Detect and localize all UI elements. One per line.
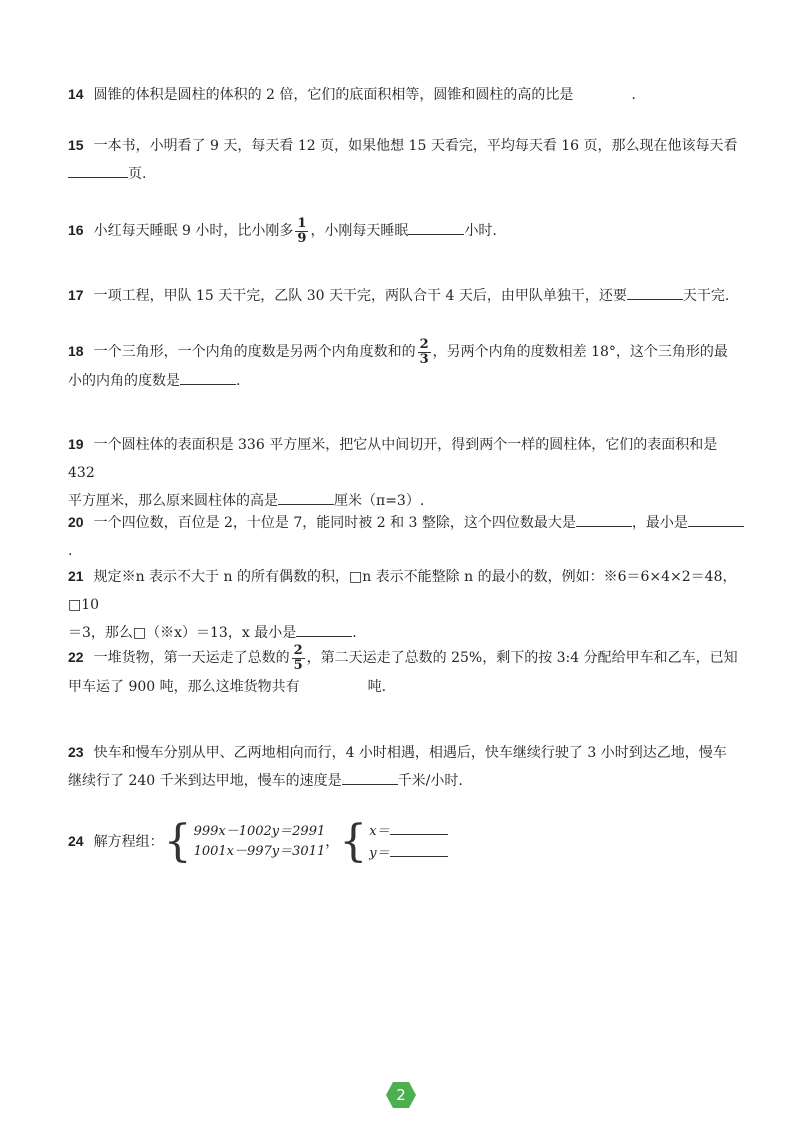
answer-blank[interactable]: [180, 368, 236, 385]
brace-icon: {: [163, 816, 192, 867]
q15: 15 一本书，小明看了 9 天，每天看 12 页，如果他想 15 天看完，平均每天看 16 页，那么现在他该每天看 页.: [68, 137, 738, 182]
q-number: 21: [68, 568, 84, 584]
q22: 22 一堆货物，第一天运走了总数的 $\frac{2}{5}$ ，第二天运走了总数的 25%，剩下的按 3:4 分配给甲车和乙车，已知 甲车运了 900 吨，那么这堆货物共有 吨.: [68, 642, 738, 695]
q-number: 17: [68, 287, 84, 303]
answer-blank-x[interactable]: [390, 820, 448, 835]
page-number-badge: [385, 1081, 417, 1109]
equation-1: 999x－1002y＝2991: [193, 824, 326, 839]
q20: 20 一个四位数，百位是 2，十位是 7，能同时被 2 和 3 整除，这个四位数最大是 ，最小是.: [68, 508, 748, 565]
q-number: 16: [68, 222, 84, 238]
q-number: 20: [68, 514, 84, 530]
q14: 14 圆锥的体积是圆柱的体积的 2 倍，它们的底面积相等，圆锥和圆柱的高的比是 .: [68, 80, 748, 109]
q-number: 23: [68, 744, 84, 760]
answer-blank[interactable]: [278, 488, 334, 505]
q21: 21 规定※n 表示不大于 n 的所有偶数的积，□n 表示不能整除 n 的最小的数，例如：※6＝6×4×2＝48，□10 ＝3，那么□（※x）＝13，x 最小是 .: [68, 568, 737, 641]
q17: 17 一项工程，甲队 15 天干完，乙队 30 天干完，两队合干 4 天后，由甲队单独干，还要 天干完.: [68, 281, 748, 310]
fraction: $\frac{2}{5}$: [293, 642, 303, 673]
answer-blank[interactable]: [68, 161, 128, 178]
answer-blank[interactable]: [342, 768, 398, 785]
answer-blank[interactable]: [296, 620, 352, 637]
answer-system: { x＝ y＝: [339, 820, 447, 864]
q-number: 19: [68, 436, 84, 452]
equation-2: 1001x－997y＝3011: [193, 844, 326, 859]
q23: 23 快车和慢车分别从甲、乙两地相向而行，4 小时相遇，相遇后，快车继续行驶了 3 小时到达乙地，慢车 继续行了 240 千米到达甲地，慢车的速度是 千米/小时.: [68, 744, 727, 789]
q-number: 24: [68, 833, 84, 849]
answer-blank[interactable]: [408, 218, 464, 235]
q18: 18 一个三角形，一个内角的度数是另两个内角度数和的 $\frac{2}{3}$ ，另两个内角的度数相差 18°，这个三角形的最 小的内角的度数是 .: [68, 336, 728, 389]
answer-blank-y[interactable]: [390, 842, 448, 857]
q19: 19 一个圆柱体的表面积是 336 平方厘米，把它从中间切开，得到两个一样的圆柱体，它们的表面积和是 432 平方厘米，那么原来圆柱体的高是 厘米（π=3）.: [68, 436, 718, 509]
fraction: $\frac{1}{9}$: [297, 215, 307, 246]
q-number: 22: [68, 649, 84, 665]
answer-blank-max[interactable]: [576, 510, 632, 527]
q-text: 圆锥的体积是圆柱的体积的 2 倍，它们的底面积相等，圆锥和圆柱的高的比是: [93, 87, 574, 103]
fraction: $\frac{2}{3}$: [419, 336, 429, 367]
answer-blank[interactable]: [627, 283, 683, 300]
brace-icon: {: [339, 816, 368, 867]
q-number: 14: [68, 86, 84, 102]
q-number: 18: [68, 343, 84, 359]
answer-blank[interactable]: [300, 675, 368, 691]
q16: 16 小红每天睡眠 9 小时，比小刚多 $\frac{1}{9}$ ，小刚每天睡眠 小时.: [68, 215, 497, 246]
q24: 24 解方程组： { 999x－1002y＝2991 1001x－997y＝3011 ， { x＝ y＝: [68, 820, 748, 864]
q-number: 15: [68, 137, 84, 153]
answer-blank[interactable]: [573, 83, 631, 99]
answer-blank-min[interactable]: [688, 510, 744, 527]
page-number: 2: [396, 1086, 406, 1104]
q-text: 一本书，小明看了 9 天，每天看 12 页，如果他想 15 天看完，平均每天看 16 页，那么现在他该每天看: [93, 138, 738, 154]
